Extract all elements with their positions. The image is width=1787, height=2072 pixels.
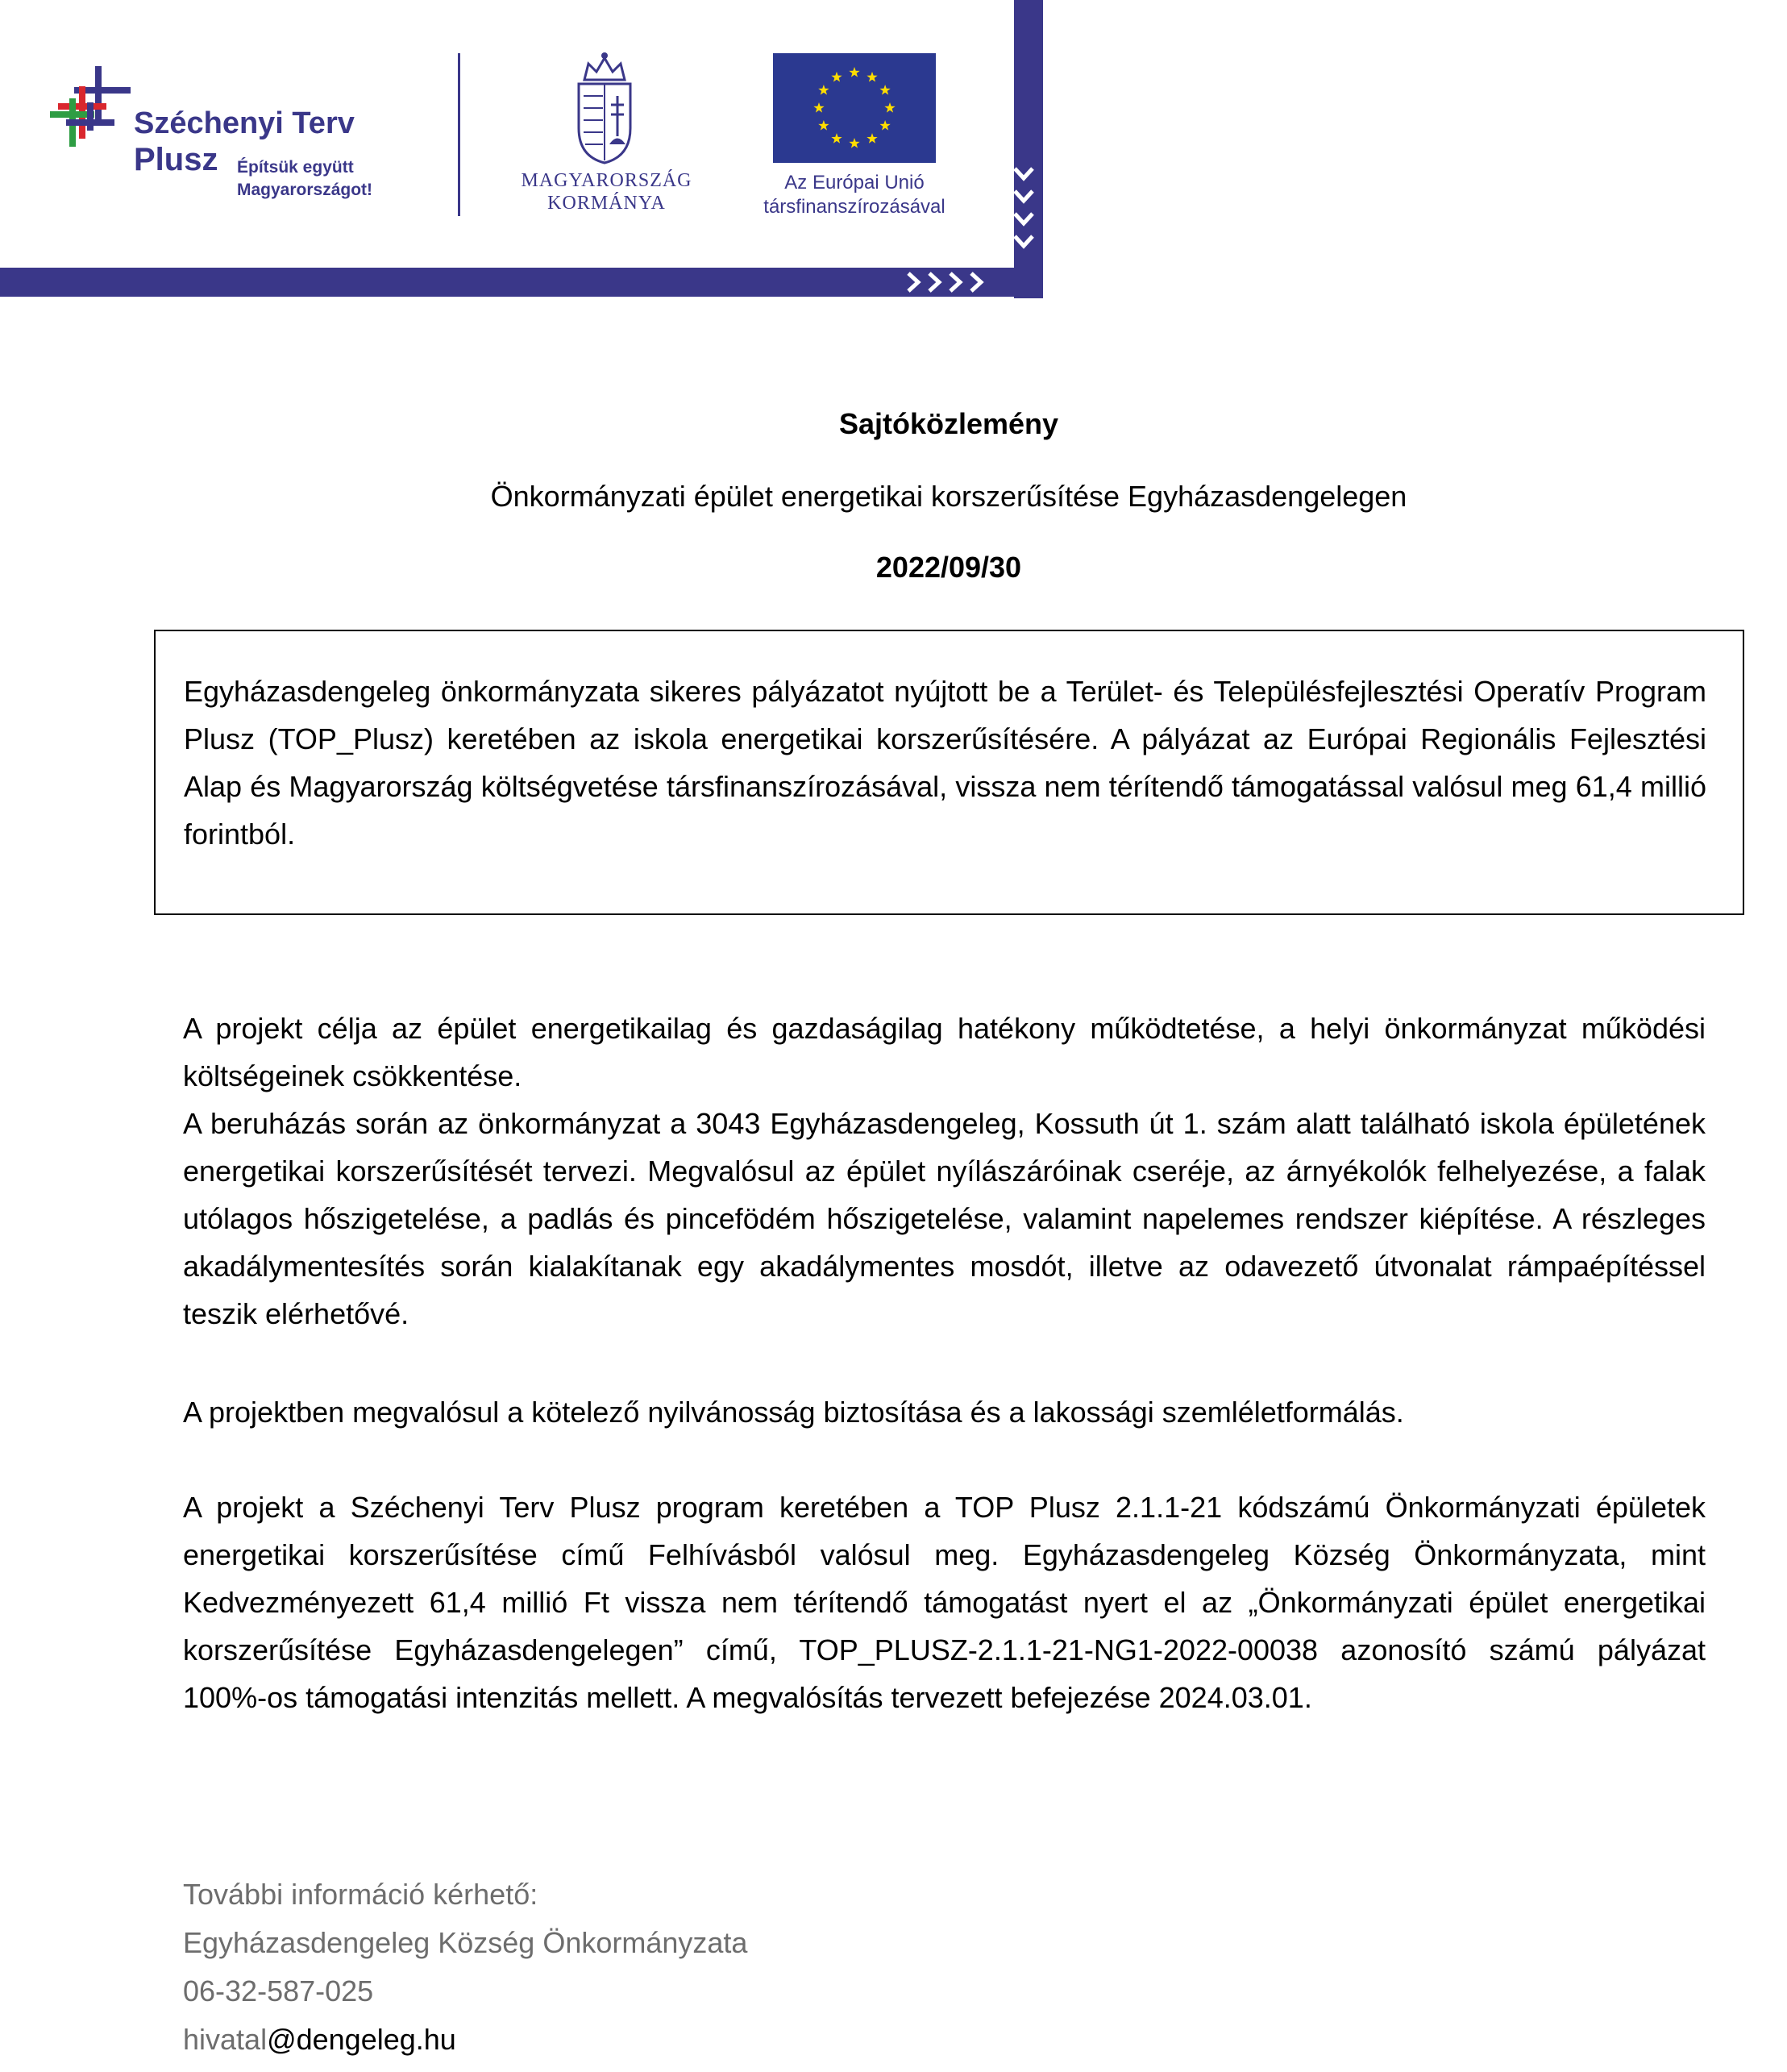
contact-block: [183, 1870, 747, 2064]
logo-divider: [458, 53, 460, 216]
eu-flag-icon: [773, 53, 936, 163]
email-user: hivatal: [183, 2023, 268, 2056]
szechenyi-plusz: Plusz: [134, 142, 218, 177]
summary-box: [154, 630, 1744, 915]
summary-text: Egyházasdengeleg önkormányzata sikeres pályázatot nyújtott be a Terület- és Településfejlesztési Operatív Program Plusz (TOP_Plusz) keretében az iskola energetikai korszerűsítésére. A pályázat az Európai Regionális Fejlesztési Alap és Magyarország költségvetése társfinanszírozásával, vissza nem térítendő támogatással valósul meg 61,4 millió forintból.: [184, 675, 1706, 851]
chevron-down-icon: [1012, 165, 1036, 270]
paragraph-funding: A projekt a Széchenyi Terv Plusz program keretében a TOP Plusz 2.1.1-21 kódszámú Önkormányzati épületek energetikai korszerűsítése című Felhívásból valósul meg. Egyházasdengeleg Község Önkormányzata, mint Kedvezményezett 61,4 millió Ft vissza nem térítendő támogatást nyert el az „Önkormányzati épület energetikai korszerűsítése Egyházasdengelegen” című, TOP_PLUSZ-2.1.1-21-NG1-2022-00038 azonosító számú pályázat 100%-os támogatási intenzitás mellett. A megvalósítás tervezett befejezése 2024.03.01.: [183, 1491, 1706, 1714]
press-release-label: Sajtóközlemény: [838, 407, 1059, 440]
press-release-title: Önkormányzati épület energetikai korszerűsítése Egyházasdengelegen: [490, 480, 1407, 513]
paragraph-investment: A beruházás során az önkormányzat a 3043 Egyházasdengeleg, Kossuth út 1. szám alatt található iskola épületének energetikai korszerűsítését tervezi. Megvalósul az épület nyílászáróinak cseréje, az árnyékolók felhelyezése, a falak utólagos hőszigetelése, a padlás és pincefödém hőszigetelése, valamint napelemes rendszer kiépítése. A részleges akadálymentesítés során kialakítanak egy akadálymentes mosdót, illetve az odavezető útvonalat rámpaépítéssel teszik elérhetővé.: [183, 1107, 1706, 1330]
szechenyi-terv-logo: [50, 66, 413, 219]
contact-label: További információ kérhető:: [183, 1878, 538, 1911]
szechenyi-cross-icon: [50, 66, 131, 155]
paragraph-goal: A projekt célja az épület energetikailag és gazdaságilag hatékony működtetése, a helyi önkormányzat működési költségeinek csökkentése.: [183, 1012, 1706, 1092]
paragraph-publicity: A projektben megvalósul a kötelező nyilvánosság biztosítása és a lakossági szemléletformálás.: [183, 1396, 1404, 1429]
szechenyi-title: Széchenyi Terv: [134, 106, 355, 140]
press-release-date: 2022/09/30: [875, 551, 1022, 584]
hungarian-coat-of-arms-icon: [564, 52, 645, 164]
chevron-right-icon: [907, 270, 995, 294]
eu-cofinancing-text: Az Európai Unió társfinanszírozásával: [763, 172, 945, 218]
szechenyi-tagline: Építsük együtt Magyarországot!: [237, 158, 373, 199]
government-name: MAGYARORSZÁG KORMÁNYA: [521, 170, 692, 214]
contact-organization: Egyházasdengeleg Község Önkormányzata: [183, 1926, 748, 1959]
contact-phone: 06-32-587-025: [183, 1974, 374, 2008]
contact-email[interactable]: [183, 2016, 747, 2064]
email-domain: @dengeleg.hu: [267, 2023, 456, 2056]
